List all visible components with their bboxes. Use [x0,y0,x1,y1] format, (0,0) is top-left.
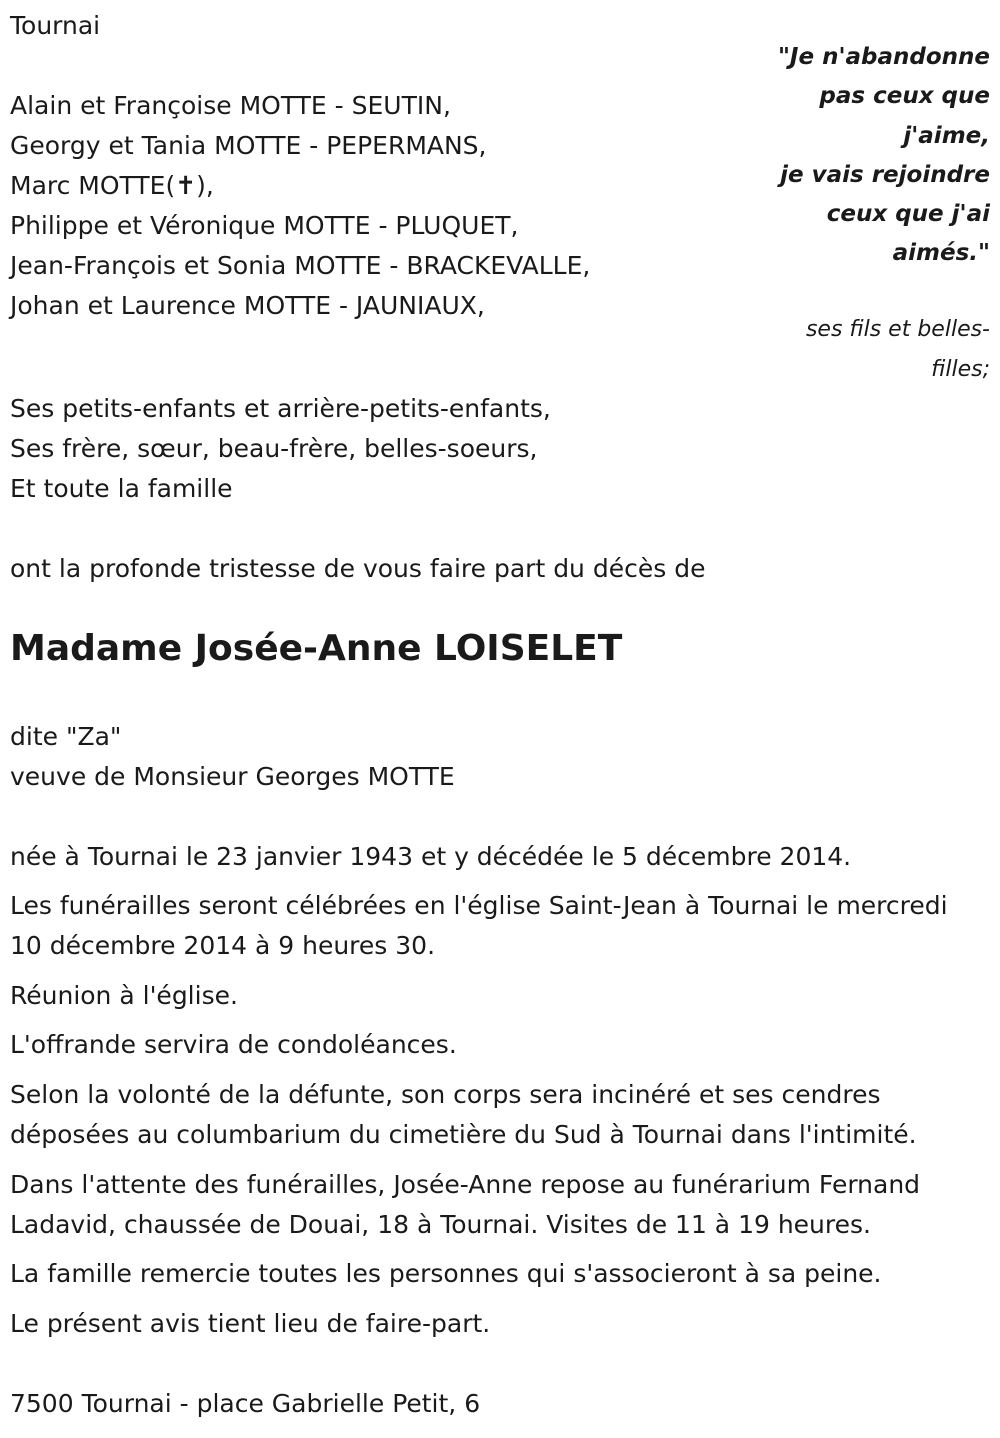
family-other: Ses petits-enfants et arrière-petits-enfants, [10,394,551,423]
address: 7500 Tournai - place Gabrielle Petit, 6 [10,1389,481,1418]
family-other: Et toute la famille [10,474,233,503]
family-child: Alain et Françoise MOTTE - SEUTIN, [10,91,451,120]
deceased-spouse: veuve de Monsieur Georges MOTTE [10,762,455,791]
family-child: Marc MOTTE(✝), [10,171,214,200]
family-child: Johan et Laurence MOTTE - JAUNIAUX, [10,291,485,320]
quote-line: j'aime, [903,122,990,149]
epitaph-quote [750,38,990,274]
quote-line: aimés." [892,240,990,267]
deceased-nickname: dite "Za" [10,722,122,751]
detail-cremation: Selon la volonté de la défunte, son corps sera incinéré et ses cendres déposées au columbarium du cimetière du Sud à Tournai dans l'intimité. [10,1080,917,1149]
family-child: Philippe et Véronique MOTTE - PLUQUET, [10,211,519,240]
quote-signature [750,310,990,390]
quote-line: pas ceux que [819,83,990,110]
header-city: Tournai [10,11,101,40]
quote-line: je vais rejoindre [780,161,990,188]
detail-meeting: Réunion à l'église. [10,981,238,1010]
signature-line: filles; [931,357,990,382]
detail-notice: Le présent avis tient lieu de faire-part. [10,1309,491,1338]
family-child: Georgy et Tania MOTTE - PEPERMANS, [10,131,487,160]
deceased-name: Madame Josée-Anne LOISELET [10,628,623,669]
announcement-text: ont la profonde tristesse de vous faire part du décès de [10,554,706,583]
detail-visitation: Dans l'attente des funérailles, Josée-Anne repose au funérarium Fernand Ladavid, chaussée de Douai, 18 à Tournai. Visites de 11 à 19 heures. [10,1170,921,1239]
detail-offering: L'offrande servira de condoléances. [10,1030,457,1059]
detail-funeral: Les funérailles seront célébrées en l'église Saint-Jean à Tournai le mercredi 10 décembre 2014 à 9 heures 30. [10,891,948,960]
family-other: Ses frère, sœur, beau-frère, belles-soeurs, [10,434,538,463]
signature-line: ses fils et belles- [805,317,990,342]
quote-line: ceux que j'ai [826,201,990,228]
quote-line: "Je n'abandonne [777,44,990,70]
detail-birth-death: née à Tournai le 23 janvier 1943 et y décédée le 5 décembre 2014. [10,842,852,871]
detail-thanks: La famille remercie toutes les personnes qui s'associeront à sa peine. [10,1259,882,1288]
family-child: Jean-François et Sonia MOTTE - BRACKEVALLE, [10,251,591,280]
